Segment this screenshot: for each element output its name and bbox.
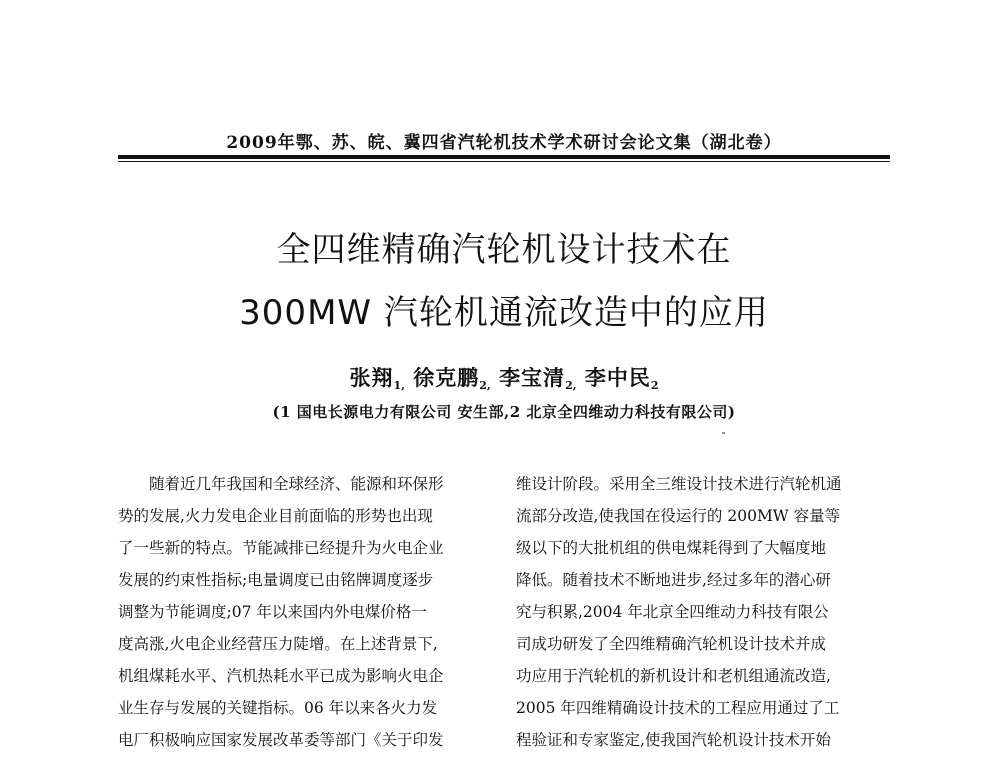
scan-speck	[722, 432, 725, 434]
body-text-line: 了一些新的特点。节能减排已经提升为火电企业	[118, 539, 444, 557]
body-text-line: 程验证和专家鉴定,使我国汽轮机设计技术开始	[516, 731, 831, 749]
body-text-line: 维设计阶段。采用全三维设计技术进行汽轮机通	[516, 475, 842, 493]
body-text-line: 业生存与发展的关键指标。06 年以来各火力发	[118, 699, 438, 717]
header-rule-thick	[118, 155, 890, 159]
body-text-line: 降低。随着技术不断地进步,经过多年的潜心研	[516, 571, 831, 589]
running-header: 2009年鄂、苏、皖、冀四省汽轮机技术学术研讨会论文集（湖北卷）	[226, 133, 782, 153]
body-text-line: 随着近几年我国和全球经济、能源和环保形	[149, 475, 444, 493]
article-title-line-1: 全四维精确汽轮机设计技术在	[276, 230, 732, 270]
body-text-line: 功应用于汽轮机的新机设计和老机组通流改造,	[516, 667, 831, 685]
header-rule-thin	[118, 161, 890, 162]
author-list	[118, 362, 890, 392]
body-text-line: 2005 年四维精确设计技术的工程应用通过了工	[516, 699, 840, 717]
body-text-line: 调整为节能调度;07 年以来国内外电煤价格一	[118, 603, 427, 621]
body-text-line: 司成功研发了全四维精确汽轮机设计技术并成	[516, 635, 827, 653]
author-affiliation-index: 2,	[479, 379, 491, 392]
body-text-line: 究与积累,2004 年北京全四维动力科技有限公	[516, 603, 829, 621]
body-text-line: 级以下的大批机组的供电煤耗得到了大幅度地	[516, 539, 827, 557]
body-text-line: 机组煤耗水平、汽机热耗水平已成为影响火电企	[118, 667, 444, 685]
body-text-line: 发展的约束性指标;电量调度已由铭牌调度逐步	[118, 571, 434, 589]
author-name: 李中民	[584, 365, 651, 390]
body-text-line: 度高涨,火电企业经营压力陡增。在上述背景下,	[118, 635, 438, 653]
author-affiliation-index: 1,	[393, 379, 405, 392]
body-text-line: 电厂积极响应国家发展改革委等部门《关于印发	[118, 731, 444, 749]
author-name: 张翔	[349, 365, 394, 390]
body-column-right	[516, 468, 890, 756]
author-name: 徐克鹏	[413, 365, 480, 390]
author-affiliation-index: 2	[650, 379, 659, 392]
author-name: 李宝清	[499, 365, 566, 390]
body-text-line: 流部分改造,使我国在役运行的 200MW 容量等	[516, 507, 841, 525]
body-text-line: 势的发展,火力发电企业目前面临的形势也出现	[118, 507, 433, 525]
body-column-left	[118, 468, 488, 756]
author-affiliations: (1 国电长源电力有限公司 安生部,2 北京全四维动力科技有限公司)	[272, 403, 736, 421]
author-affiliation-index: 2,	[565, 379, 577, 392]
article-title-line-2: 300MW 汽轮机通流改造中的应用	[239, 293, 769, 333]
